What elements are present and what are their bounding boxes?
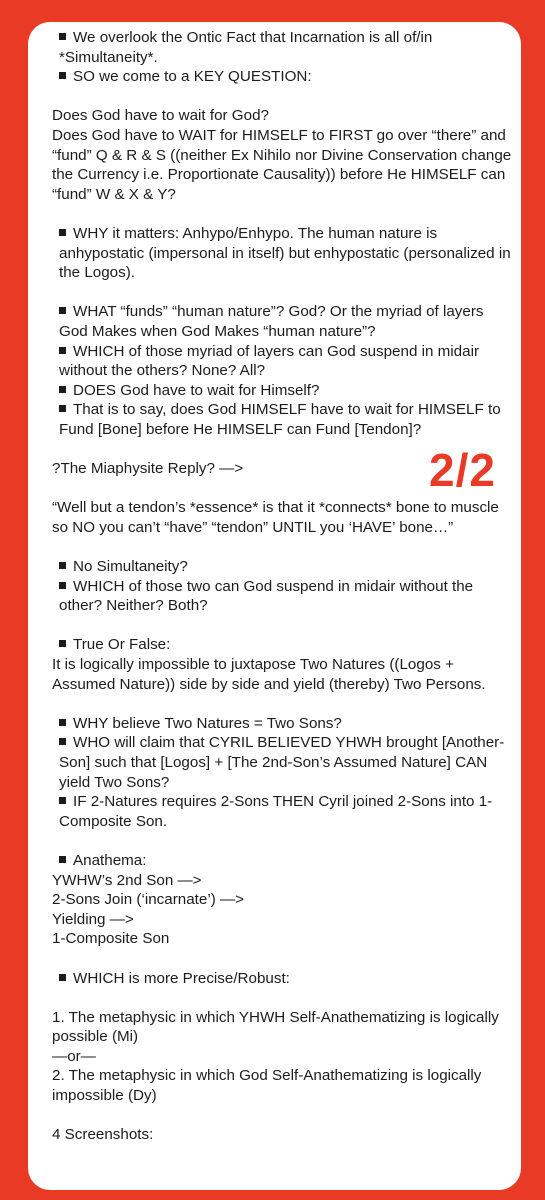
line-text: We overlook the Ontic Fact that Incarnation is all of/in *Simultaneity*. [59, 29, 433, 66]
bullet-line [52, 28, 514, 67]
blank-line [52, 283, 514, 303]
blank-line [52, 1106, 514, 1126]
text-line [52, 126, 514, 204]
line-text: 1. The metaphysic in which YHWH Self-Anathematizing is logically possible (Mi) [52, 1008, 499, 1046]
square-bullet-icon [59, 33, 66, 40]
text-line [52, 655, 514, 694]
square-bullet-icon [59, 797, 66, 804]
page-badge: 2/2 [429, 444, 496, 496]
line-text: SO we come to a KEY QUESTION: [73, 68, 312, 86]
bullet-line [52, 851, 514, 871]
text-line [52, 890, 514, 910]
text-line [52, 871, 514, 891]
square-bullet-icon [59, 307, 66, 314]
square-bullet-icon [59, 738, 66, 745]
blank-line [52, 87, 514, 107]
line-text: 2-Sons Join (‘incarnate’) —> [52, 891, 245, 909]
line-text: Does God have to WAIT for HIMSELF to FIRST go over “there” and “fund” Q & R & S ((neither Ex Nihilo nor Divine Conservation change the Currency i.e. Proportionate Causality)) before He HIMSELF can “fund” W & X & Y? [52, 126, 512, 203]
square-bullet-icon [59, 405, 66, 412]
line-text: 1-Composite Son [52, 930, 170, 948]
line-text: True Or False: [73, 636, 171, 654]
bullet-line [52, 381, 514, 401]
square-bullet-icon [59, 562, 66, 569]
line-text: WHICH of those two can God suspend in midair without the other? Neither? Both? [59, 577, 474, 615]
square-bullet-icon [59, 347, 66, 354]
blank-line [52, 694, 514, 714]
text-line [52, 929, 514, 949]
bullet-line [52, 635, 514, 655]
bullet-line [52, 733, 514, 792]
line-text: —or— [52, 1047, 96, 1065]
square-bullet-icon [59, 72, 66, 79]
line-text: ?The Miaphysite Reply? —> [52, 460, 244, 478]
bullet-line [52, 969, 514, 989]
blank-line [52, 616, 514, 636]
square-bullet-icon [59, 582, 66, 589]
line-text: WHAT “funds” “human nature”? God? Or the myriad of layers God Makes when God Makes “human nature”? [59, 303, 484, 340]
line-text: WHO will claim that CYRIL BELIEVED YHWH brought [Another-Son] such that [Logos] + [The 2nd-Son’s Assumed Nature] CAN yield Two Sons? [59, 734, 505, 791]
text-line [52, 910, 514, 930]
bullet-line [52, 302, 514, 341]
line-text: Anathema: [73, 851, 147, 869]
square-bullet-icon [59, 229, 66, 236]
bullet-line [52, 67, 514, 87]
line-text: “Well but a tendon’s *essence* is that it *connects* bone to muscle so NO you can’t “have” “tendon” UNTIL you ‘HAVE’ bone…” [52, 499, 499, 536]
post-text [52, 28, 514, 1145]
post-card [28, 22, 521, 1190]
text-line [52, 1066, 514, 1105]
square-bullet-icon [59, 719, 66, 726]
text-line [52, 1008, 514, 1047]
bullet-line [52, 792, 514, 831]
line-text: IF 2-Natures requires 2-Sons THEN Cyril joined 2-Sons into 1-Composite Son. [59, 793, 493, 830]
bullet-line [52, 342, 514, 381]
text-line [52, 106, 514, 126]
line-text: YWHW’s 2nd Son —> [52, 871, 202, 889]
line-text: WHICH of those myriad of layers can God suspend in midair without the others? None? All? [59, 342, 480, 380]
bullet-line [52, 224, 514, 283]
line-text: It is logically impossible to juxtapose Two Natures ((Logos + Assumed Nature)) side by side and yield (thereby) Two Persons. [52, 656, 486, 693]
line-text: DOES God have to wait for Himself? [73, 381, 320, 399]
square-bullet-icon [59, 974, 66, 981]
line-text: WHICH is more Precise/Robust: [73, 969, 290, 987]
bullet-line [52, 557, 514, 577]
line-text: 4 Screenshots: [52, 1126, 154, 1144]
blank-line [52, 831, 514, 851]
square-bullet-icon [59, 640, 66, 647]
blank-line [52, 537, 514, 557]
line-text: No Simultaneity? [73, 558, 188, 576]
bullet-line [52, 400, 514, 439]
text-line [52, 1047, 514, 1067]
bullet-line [52, 714, 514, 734]
square-bullet-icon [59, 856, 66, 863]
line-text: Yielding —> [52, 910, 134, 928]
line-text: WHY believe Two Natures = Two Sons? [73, 714, 342, 732]
text-line [52, 1125, 514, 1145]
square-bullet-icon [59, 386, 66, 393]
line-text: Does God have to wait for God? [52, 107, 269, 125]
line-text: 2. The metaphysic in which God Self-Anathematizing is logically impossible (Dy) [52, 1067, 482, 1105]
line-text: WHY it matters: Anhypo/Enhypo. The human nature is anhypostatic (impersonal in itself) but enhypostatic (personalized in the Logos). [59, 224, 511, 282]
blank-line [52, 988, 514, 1008]
line-text: That is to say, does God HIMSELF have to wait for HIMSELF to Fund [Bone] before He HIMSELF can Fund [Tendon]? [59, 401, 501, 438]
bullet-line [52, 577, 514, 616]
blank-line [52, 204, 514, 224]
blank-line [52, 949, 514, 969]
text-line [52, 498, 514, 537]
